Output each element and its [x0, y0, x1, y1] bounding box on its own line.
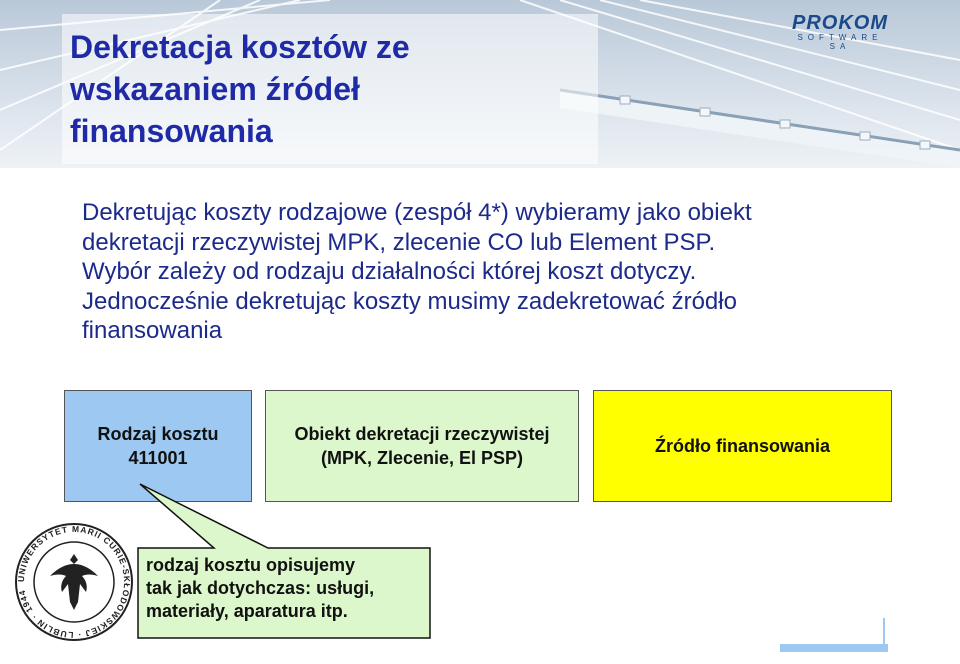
cost-type-value: 411001	[128, 448, 188, 468]
body-line: Dekretując koszty rodzajowe (zespół 4*) wybieramy jako obiekt	[82, 199, 752, 226]
seal-text: UNIWERSYTET MARII CURIE-SKŁODOWSKIEJ · LUBLIN · 1944	[15, 523, 133, 641]
logo-subtitle: SOFTWARE SA	[797, 33, 883, 51]
body-line: dekretacji rzeczywistej MPK, zlecenie CO lub Element PSP.	[82, 228, 716, 256]
slide-title: Dekretacja kosztów ze wskazaniem źródeł finansowania	[70, 29, 410, 149]
eagle-emblem-icon	[50, 554, 98, 610]
body-line: finansowania	[82, 317, 223, 344]
posting-object-detail: (MPK, Zlecenie, El PSP)	[320, 448, 524, 468]
callout-text	[146, 554, 428, 623]
cost-type-label: Rodzaj kosztu	[97, 424, 219, 444]
callout-line: materiały, aparatura itp.	[146, 601, 348, 621]
body-line: Wybór zależy od rodzaju działalności której koszt dotyczy.	[82, 258, 697, 285]
posting-object-label: Obiekt dekretacji rzeczywistej	[294, 424, 550, 444]
university-seal-logo	[12, 520, 136, 644]
logo-name: PROKOM	[792, 12, 888, 34]
callout-line: tak jak dotychczas: usługi,	[146, 578, 375, 598]
corner-decoration	[780, 618, 888, 654]
funding-source-label: Źródło finansowania	[654, 436, 830, 456]
body-line: Jednocześnie dekretując koszty musimy zadekretować źródło	[82, 287, 737, 315]
callout-line: rodzaj kosztu opisujemy	[146, 555, 356, 575]
